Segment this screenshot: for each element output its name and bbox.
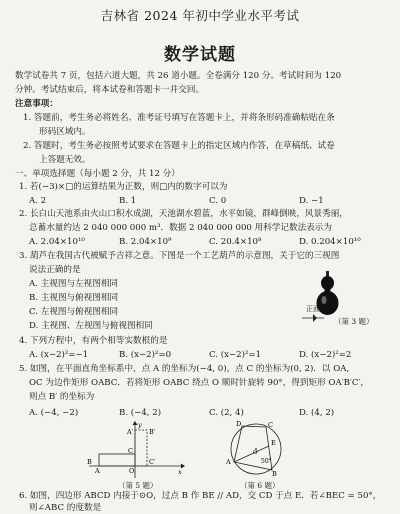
q1-option-a: A. 2 [29, 196, 47, 206]
q6-line-2: 则∠ABC 的度数是 [29, 503, 102, 513]
q3-option-c: C. 左视图与俯视图相同 [29, 307, 119, 317]
label-A-prime: A′ [127, 428, 134, 436]
label-D: D [236, 420, 242, 428]
q5-line-1: 5. 如图，在平面直角坐标系中，点 A 的坐标为(−4, 0)，点 C 的坐标为(0, 2)．以 OA, [19, 364, 350, 374]
intro-line-1: 数学试卷共 7 页，包括六道大题，共 26 道小题。全卷满分 120 分。考试时间为 120 [15, 71, 342, 81]
q1-stem: 1. 若(−3)×□的运算结果为正数，则□内的数字可以为 [19, 182, 228, 192]
q2-option-c: C. 20.4×10⁸ [209, 237, 262, 247]
q3-option-a: A. 主视图与左视图相同 [29, 279, 119, 289]
q3-figure-caption: （第 3 题） [334, 317, 374, 326]
label-O6: O [253, 450, 258, 456]
q5-option-c: C. (2, 4) [209, 408, 244, 418]
q4-stem: 4. 下列方程中，有两个相等实数根的是 [19, 336, 168, 346]
note-2-line-1: 2. 答题时，考生务必按照考试要求在答题卡上的指定区域内作答，在草稿纸、试卷 [23, 141, 335, 151]
angle-label: 50° [261, 458, 272, 465]
q5-line-2: OC 为边作矩形 OABC．若将矩形 OABC 绕点 O 顺时针旋转 90°，得到矩形 OA′B′C′， [29, 378, 370, 388]
q3-option-d: D. 主视图、左视图与俯视图相同 [29, 321, 153, 331]
notes-heading: 注意事项： [15, 99, 58, 109]
q6-line-1: 6. 如图，四边形 ABCD 内接于⊙O，过点 B 作 BE // AD，交 CD 于点 E．若∠BEC = 50°， [19, 491, 382, 501]
label-A: A [95, 467, 100, 475]
label-E: E [271, 439, 276, 447]
section-1-heading: 一、单项选择题（每小题 2 分，共 12 分） [15, 169, 180, 179]
label-x-axis: x [178, 468, 182, 476]
q5-option-d: D. (4, 2) [299, 408, 335, 418]
q2-option-a: A. 2.04×10¹⁰ [29, 237, 85, 247]
q5-options [29, 408, 369, 419]
q4-option-c: C. (x−2)²=1 [209, 350, 262, 360]
q3-line-1: 3. 葫芦在我国古代被赋予吉祥之意。下图是一个工艺葫芦的示意图，关于它的三视图 [19, 251, 340, 261]
q1-option-c: C. 0 [209, 196, 227, 206]
q2-option-b: B. 2.04×10⁹ [119, 237, 172, 247]
q5-option-a: A. (−4, −2) [29, 408, 79, 418]
q3-option-b: B. 主视图与俯视图相同 [29, 293, 119, 303]
q5-figure-caption: （第 5 题） [118, 481, 158, 490]
q4-option-b: B. (x−2)²=0 [119, 350, 172, 360]
q5-coordinate-figure [85, 420, 185, 480]
q2-line-1: 2. 长白山天池系由火山口积水成湖，天池湖水碧蓝，水平如镜，群峰倒映，风景秀丽， [19, 209, 348, 219]
note-1-line-2: 形码区域内。 [39, 127, 91, 137]
q3-line-2: 说法正确的是 [29, 265, 81, 275]
q5-line-3: 则点 B′ 的坐标为 [29, 392, 95, 402]
q1-options [29, 196, 359, 207]
q6-figure-caption: （第 6 题） [240, 481, 280, 490]
intro-line-2: 分钟。考试结束后，将本试卷和答题卡一并交回。 [15, 85, 205, 95]
label-B-prime: B′ [149, 428, 156, 436]
q4-option-a: A. (x−2)²=−1 [29, 350, 89, 360]
note-1-line-1: 1. 答题前，考生务必将姓名、准考证号填写在答题卡上，并将条形码准确粘贴在条 [23, 113, 335, 123]
label-O: O [129, 467, 135, 475]
label-C6: C [268, 421, 273, 429]
label-A6: A [226, 458, 231, 466]
gourd-front-label: 正面 [306, 305, 320, 313]
q2-options [29, 237, 369, 248]
q1-option-d: D. −1 [299, 196, 324, 206]
label-y-axis: y [138, 421, 142, 429]
exam-title: 吉林省 2024 年初中学业水平考试 [100, 8, 300, 23]
label-B6: B [272, 470, 277, 478]
q4-option-d: D. (x−2)²=2 [299, 350, 352, 360]
note-2-line-2: 上答题无效。 [39, 155, 91, 165]
label-C: C [128, 447, 133, 455]
q2-option-d: D. 0.204×10¹⁰ [299, 237, 361, 247]
label-C-prime: C′ [149, 458, 156, 466]
subject-title: 数学试题 [164, 45, 236, 65]
q1-option-b: B. 1 [119, 196, 137, 206]
q4-options [29, 350, 369, 361]
label-B: B [87, 458, 92, 466]
q2-line-2: 总蓄水量约达 2 040 000 000 m³．数据 2 040 000 000 用科学记数法表示为 [29, 223, 332, 233]
q5-option-b: B. (−4, 2) [119, 408, 162, 418]
q6-circle-figure [220, 418, 292, 480]
